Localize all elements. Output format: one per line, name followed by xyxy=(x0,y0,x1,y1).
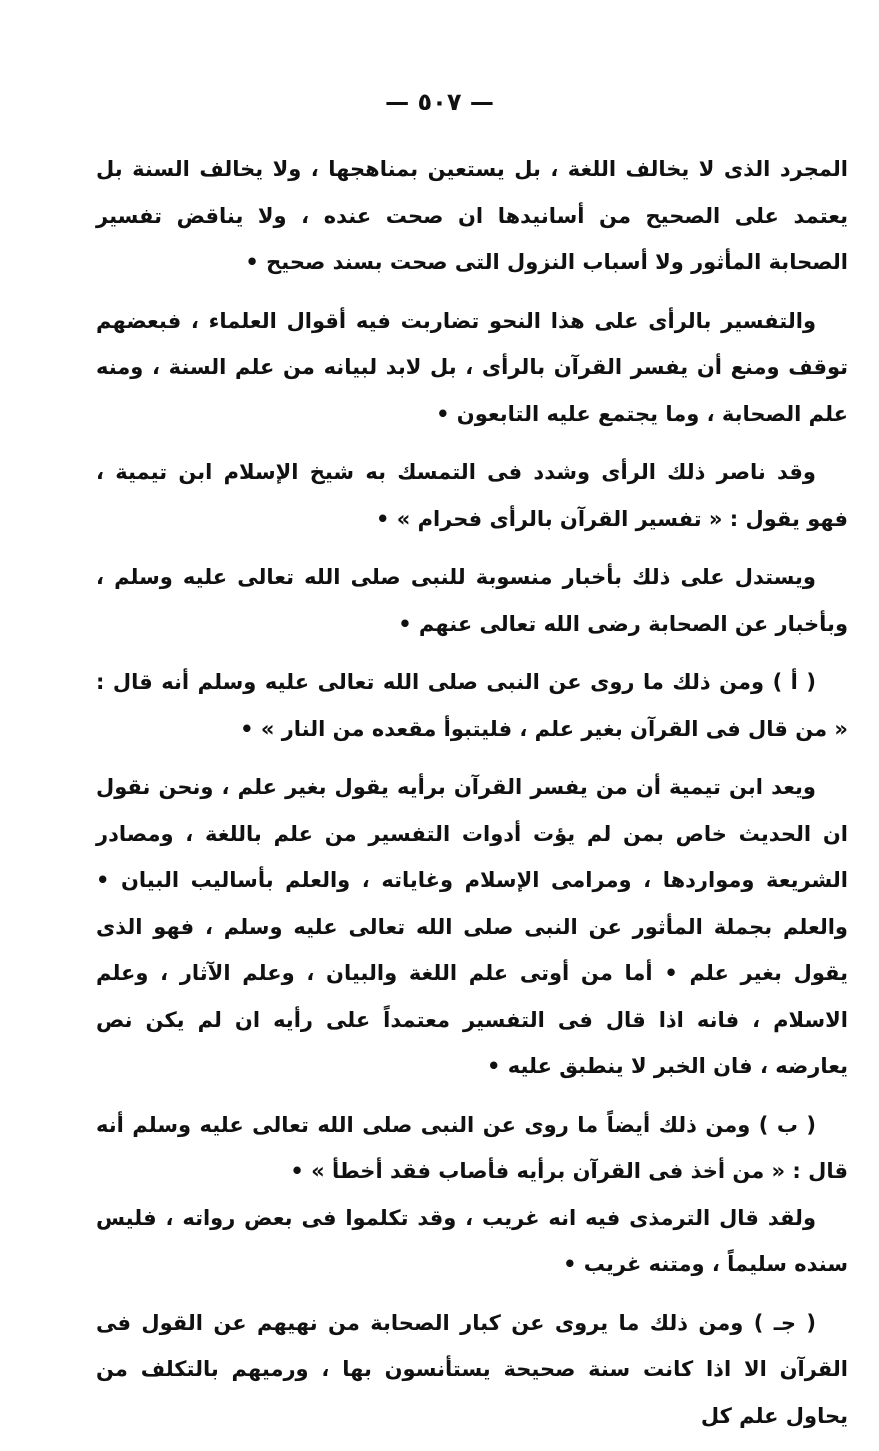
paragraph: ولقد قال الترمذى فيه انه غريب ، وقد تكلموا فى بعض رواته ، فليس سنده سليماً ، ومتنه غريب • xyxy=(96,1205,848,1276)
paragraph: ويعد ابن تيمية أن من يفسر القرآن برأيه يقول بغير علم ، ونحن نقول ان الحديث خاص بمن لم يؤت أدوات التفسير من علم باللغة ، ومصادر الشريعة ومواردها ، ومرامى الإسلام وغاياته ، والعلم بأساليب البيان • والعلم بجملة المأثور عن النبى صلى الله تعالى عليه وسلم ، فهو الذى يقول بغير علم • أما من أوتى علم اللغة والبيان ، وعلم الآثار ، وعلم الاسلام ، فانه اذا قال فى التفسير معتمداً على رأيه ان لم يكن نص يعارضه ، فان الخبر لا ينطبق عليه • xyxy=(96,775,848,1078)
paragraph: ويستدل على ذلك بأخبار منسوبة للنبى صلى الله تعالى عليه وسلم ، وبأخبار عن الصحابة رضى الله تعالى عنهم • xyxy=(96,565,848,636)
paragraph: وقد ناصر ذلك الرأى وشدد فى التمسك به شيخ الإسلام ابن تيمية ، فهو يقول : « تفسير القرآن بالرأى فحرام » • xyxy=(96,460,848,531)
paragraph: ( أ ) ومن ذلك ما روى عن النبى صلى الله تعالى عليه وسلم أنه قال : « من قال فى القرآن بغير علم ، فليتبوأ مقعده من النار » • xyxy=(96,670,848,741)
paragraph: ( ب ) ومن ذلك أيضاً ما روى عن النبى صلى الله تعالى عليه وسلم أنه قال : « من أخذ فى القرآن برأيه فأصاب فقد أخطأ » • xyxy=(96,1112,848,1183)
paragraph: والتفسير بالرأى على هذا النحو تضاربت فيه أقوال العلماء ، فبعضهم توقف ومنع أن يفسر القرآن بالرأى ، بل لابد لبيانه من علم السنة ، ومنه علم الصحابة ، وما يجتمع عليه التابعون • xyxy=(96,308,848,426)
page-number: — ٥٠٧ — xyxy=(385,88,494,116)
page-body xyxy=(96,146,848,1451)
paragraph: ( جـ ) ومن ذلك ما يروى عن كبار الصحابة من نهيهم عن القول فى القرآن الا اذا كانت سنة صحيحة يستأنسون بها ، ورميهم بالتكلف من يحاول علم كل xyxy=(96,1310,848,1428)
paragraph: المجرد الذى لا يخالف اللغة ، بل يستعين بمناهجها ، ولا يخالف السنة بل يعتمد على الصحيح من أسانيدها ان صحت عنده ، ولا يناقض تفسير الصحابة المأثور ولا أسباب النزول التى صحت بسند صحيح • xyxy=(96,157,848,274)
